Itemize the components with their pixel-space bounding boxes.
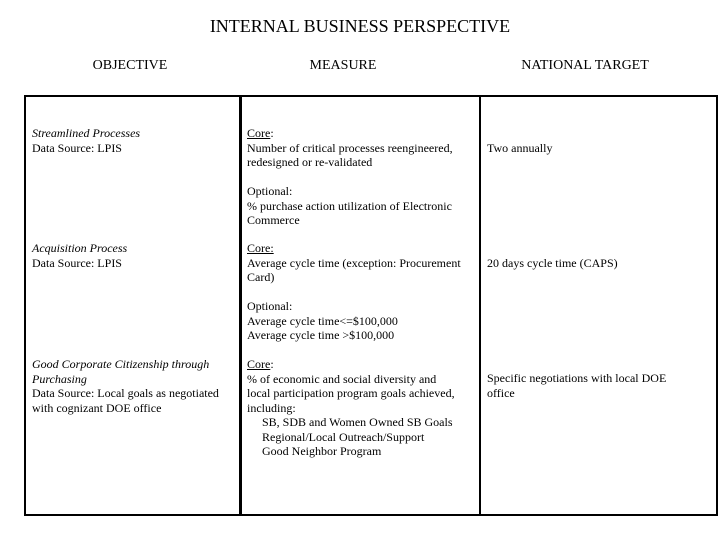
objective-title: Good Corporate Citizenship through	[32, 357, 210, 371]
optional-label: Optional:	[247, 184, 293, 198]
measure-line: including:	[247, 400, 296, 415]
column-divider-2	[479, 95, 481, 516]
row-2-target	[487, 256, 713, 271]
measure-column-header: MEASURE	[309, 58, 377, 73]
row-1-measure	[247, 126, 475, 228]
measure-line: Average cycle time (exception: Procurement	[247, 255, 461, 270]
table-bottom-border	[24, 514, 718, 516]
measure-line: % purchase action utilization of Electronic	[247, 198, 452, 213]
measure-line: % of economic and social diversity and	[247, 371, 437, 386]
table-right-border	[716, 95, 718, 516]
measure-line: Commerce	[247, 213, 300, 227]
measure-line: Card)	[247, 270, 275, 284]
measure-line: local participation program goals achieved,	[247, 386, 455, 400]
column-divider-1	[239, 95, 242, 516]
core-punct: :	[270, 357, 274, 371]
objective-title: Streamlined Processes	[32, 126, 141, 140]
core-heading	[247, 357, 475, 372]
objective-data-source: Data Source: LPIS	[32, 140, 122, 155]
objective-title: Acquisition Process	[32, 241, 128, 255]
objective-data-source: with cognizant DOE office	[32, 400, 162, 415]
row-2-objective	[32, 241, 237, 270]
objective-title: Purchasing	[32, 371, 87, 386]
page-title: INTERNAL BUSINESS PERSPECTIVE	[209, 16, 511, 36]
row-1-target	[487, 141, 713, 156]
national-target-column-header: NATIONAL TARGET	[521, 58, 649, 73]
table-top-border	[24, 95, 718, 97]
target-text: 20 days cycle time (CAPS)	[487, 256, 618, 270]
core-label: Core	[247, 126, 271, 140]
table-left-border	[24, 95, 26, 516]
measure-line: Average cycle time >$100,000	[247, 328, 395, 342]
measure-line: redesigned or re-validated	[247, 155, 373, 169]
core-heading	[247, 126, 475, 141]
goal-item: Good Neighbor Program	[262, 444, 382, 458]
objective-data-source: Data Source: Local goals as negotiated	[32, 386, 219, 400]
target-text: Two annually	[487, 141, 553, 155]
goal-item: SB, SDB and Women Owned SB Goals	[262, 415, 453, 429]
row-3-objective	[32, 357, 237, 415]
measure-line: Average cycle time<=$100,000	[247, 313, 398, 328]
optional-label: Optional:	[247, 299, 293, 313]
measure-line: Number of critical processes reengineered,	[247, 140, 453, 155]
target-text: office	[487, 385, 515, 400]
objective-column-header: OBJECTIVE	[92, 58, 168, 73]
objective-data-source: Data Source: LPIS	[32, 255, 122, 270]
core-label: Core:	[247, 241, 274, 255]
core-punct: :	[270, 126, 274, 140]
row-2-measure	[247, 241, 475, 343]
row-3-target	[487, 371, 713, 400]
core-label: Core	[247, 357, 271, 371]
goal-item: Regional/Local Outreach/Support	[262, 429, 425, 444]
target-text: Specific negotiations with local DOE	[487, 371, 667, 385]
row-3-measure	[247, 357, 475, 459]
perspective-table	[24, 95, 718, 516]
row-1-objective	[32, 126, 237, 155]
